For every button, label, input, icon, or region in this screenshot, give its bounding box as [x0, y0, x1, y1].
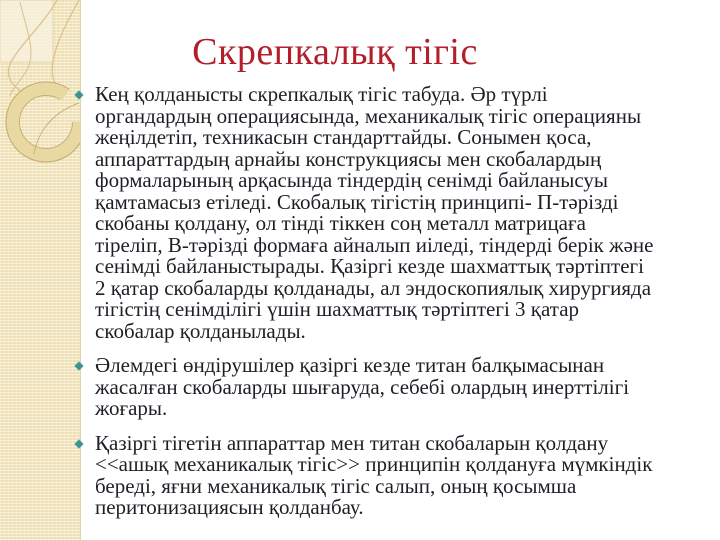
bullet-diamond-icon — [75, 362, 83, 370]
bullet-list — [76, 84, 654, 532]
bullet-diamond-icon — [75, 439, 83, 447]
slide-title: Скрепкалық тігіс — [192, 31, 478, 73]
bullet-text-3: Қазіргі тігетін аппараттар мен титан скобаларын қолдану <<ашық механикалық тігіс>> принципін қолдануға мүмкіндік береді, яғни механикалық тігіс салып, оның қосымша перитонизациясын қолданбау. — [95, 430, 653, 519]
bullet-item-3 — [76, 430, 654, 519]
strip-circles-ornament-icon — [0, 0, 80, 540]
bullet-text-1: Кең қолданысты скрепкалық тігіс табуда. Әр түрлі органдардың операциясында, механикалық тігіс операцияны жеңілдетіп, техникасын стандарттайды. Сонымен қоса, аппараттардың арнайы конструкциясы мен скобалардың формаларының арқасында тіндердің сенімді байланысуы қамтамасыз етіледі. Скобалық тігістің принципі- П-тәрізді скобаны қолдану, ол тінді тіккен соң металл матрицаға тіреліп, В-тәрізді формаға айналып иіледі, тіндерді берік және сенімді байланыстырады. Қазіргі кезде шахматтық тәртіптегі 2 қатар скобаларды қолданады, ал эндоскопиялық хирургияда тігістің сенімділігі үшін шахматтық тәртіптегі 3 қатар скобалар қолданылады. — [95, 82, 654, 343]
bullet-item-1 — [76, 84, 654, 342]
left-decorative-strip — [0, 0, 81, 540]
bullet-item-2 — [76, 355, 654, 420]
bullet-text-2: Әлемдегі өндірушілер қазіргі кезде титан балқымасынан жасалған скобаларды шығаруда, себебі олардың инерттілігі жоғары. — [95, 353, 630, 420]
bullet-diamond-icon — [75, 91, 83, 99]
